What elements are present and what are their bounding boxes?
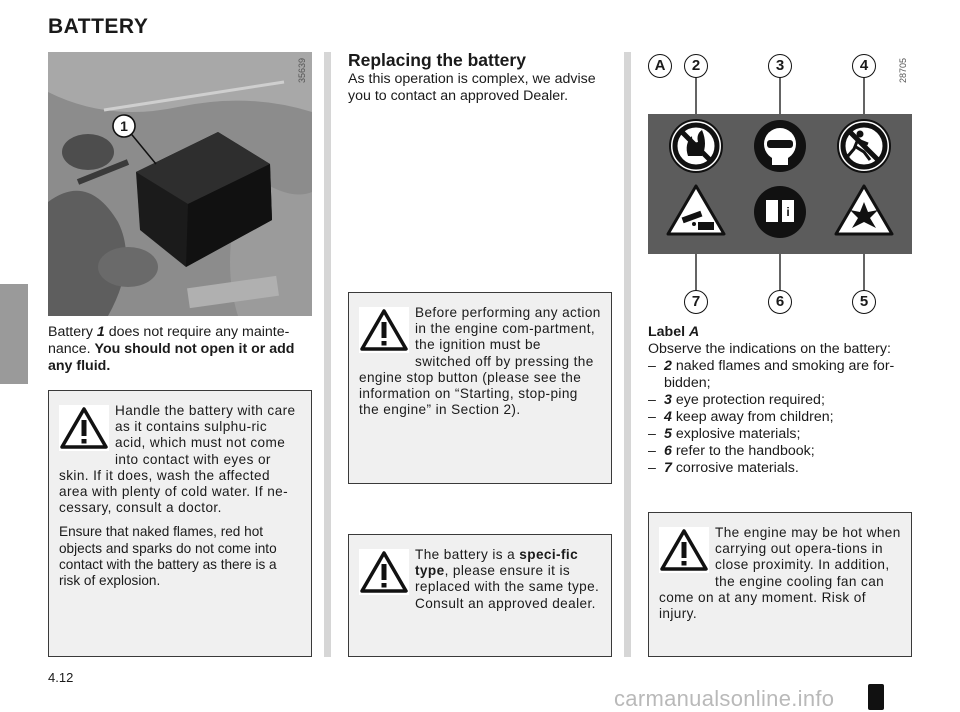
- warning-engine-stop-text: Before performing any action in the engine com-partment, the ignition must be switched off by pressing the engine stop button (please see the information on “Starting, stop-ping the engine” in Section 2).: [359, 305, 601, 418]
- label-letter-callout: A: [648, 54, 672, 78]
- warning-box-hot-engine: [648, 512, 912, 657]
- list-item: – 4 keep away from children;: [648, 409, 834, 425]
- battery-callout-number: 1: [120, 118, 128, 134]
- column-divider-right: [624, 52, 631, 657]
- battery-photo: [48, 52, 312, 316]
- warning-box-engine-stop: [348, 292, 612, 484]
- list-item: – 5 explosive materials;: [648, 426, 801, 442]
- warning-box-acid: [48, 390, 312, 657]
- callout-number: 2: [684, 54, 708, 78]
- label-section: [648, 324, 918, 477]
- eye-protection-sign-icon: [754, 120, 806, 172]
- list-item: – 6 refer to the handbook;: [648, 443, 815, 459]
- battery-intro-text: Battery 1 does not require any mainte-nance. You should not open it or add any fluid.: [48, 324, 295, 374]
- photo-image-code: 35639: [297, 58, 307, 84]
- warning-triangle-icon: [359, 549, 409, 595]
- warning-box-specific-type: [348, 534, 612, 657]
- page-number: 4.12: [48, 670, 74, 685]
- warning-hot-text: The engine may be hot when carrying out opera-tions in close proximity. In addition, the engine cooling fan can come on at any moment. Risk of injury.: [659, 525, 901, 622]
- warning-triangle-icon: [359, 307, 409, 353]
- no-flames-sign-icon: [670, 120, 722, 172]
- label-heading: Label A: [648, 324, 700, 340]
- column-divider-left: [324, 52, 331, 657]
- warning-specific-text: The battery is a speci-fic type, please ensure it is replaced with the same type. Consult an approved dealer.: [415, 547, 600, 611]
- warning-triangle-icon: [59, 405, 109, 451]
- watermark: carmanualsonline.info: [614, 686, 835, 711]
- warning-triangle-icon: [659, 527, 709, 573]
- keep-away-children-sign-icon: [838, 120, 890, 172]
- list-item: – 2 naked flames and smoking are for-bidden;: [648, 358, 895, 391]
- callout-number: 7: [684, 290, 708, 314]
- battery-label-diagram: [648, 52, 912, 316]
- list-item: – 7 corrosive materials.: [648, 460, 799, 476]
- warning-acid-paragraph-2: Ensure that naked flames, red hot objects and sparks do not come into contact with the battery as there is a risk of explosion.: [59, 524, 277, 589]
- callout-number: 5: [852, 290, 876, 314]
- label-intro: Observe the indications on the battery:: [648, 341, 891, 357]
- replacing-text: As this operation is complex, we advise you to contact an approved Dealer.: [348, 71, 596, 104]
- bottom-corner-mark: [868, 684, 884, 710]
- chapter-side-tab: [0, 284, 28, 384]
- callout-number: 3: [768, 54, 792, 78]
- svg-text:i: i: [786, 205, 790, 219]
- label-indication-list: [648, 358, 918, 477]
- page-title: BATTERY: [48, 15, 149, 38]
- replacing-section: [348, 50, 614, 105]
- warning-acid-paragraph-1: Handle the battery with care as it contains sulphu-ric acid, which must not come into contact with eyes or skin. If it does, wash the affected area with plenty of cold water. If ne-cessary, consult a doctor.: [59, 403, 296, 516]
- callout-number: 6: [768, 290, 792, 314]
- replacing-title: Replacing the battery: [348, 50, 526, 70]
- label-image-code: 28705: [898, 58, 908, 84]
- callout-number: 4: [852, 54, 876, 78]
- list-item: – 3 eye protection required;: [648, 392, 825, 408]
- refer-handbook-sign-icon: [754, 186, 806, 238]
